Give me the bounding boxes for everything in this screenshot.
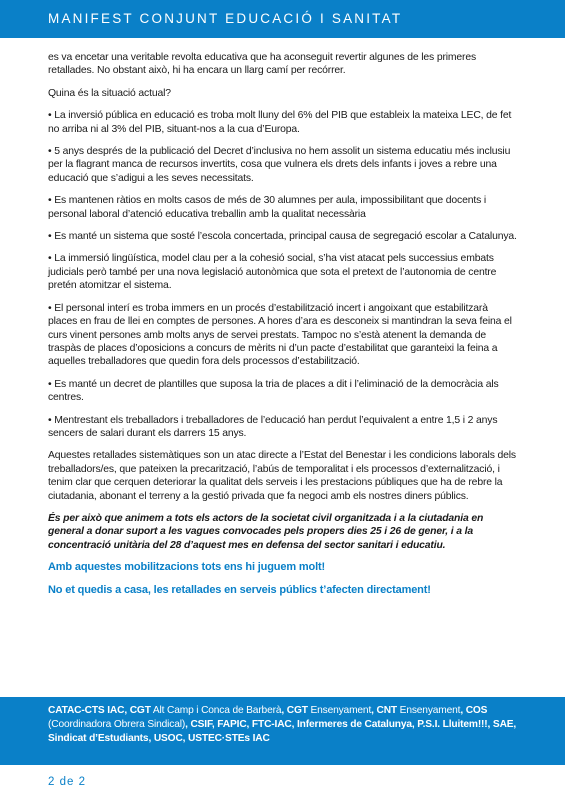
bullet-item: • El personal interí es troba immers en un procés d’estabilització incert i angoixant que estabilitzarà places en frau de llei en comptes de persones. A hores d’ara es desconeix si mantindran la seva feina el curs vinent persones amb molts anys de servei prestats. Tampoc no s’està atenent la demanda de traspàs de places d’oposicions a concurs de mèrits ni d’un pacte d’estabilitat que garanteixi la feina a aquelles treballadores que quedin fora dels processos d’estabilització. [48, 302, 512, 368]
signatories-band [0, 697, 565, 765]
closing-paragraph: Aquestes retallades sistemàtiques son un atac directe a l’Estat del Benestar i les condicions laborals dels treballadors/es, que pateixen la precarització, l’abús de temporalitat i els processos d’externalització, i tenim clar que cerquen deteriorar la qualitat dels serveis i les prestacions públiques que ha de rebre la ciutadania, abonant el terreny a la gestió privada que fa negoci amb els nostres diners públics. [48, 450, 516, 502]
signatory-name: USTEC·STEs IAC [188, 733, 270, 745]
signatory-name: FAPIC [217, 719, 247, 731]
bullet-item: • La inversió pública en educació es troba molt lluny del 6% del PIB que estableix la mateixa LEC, de fet no arriba ni al 3% del PIB, situant-nos a la cua d’Europa. [48, 110, 512, 135]
signatory-name: CNT [376, 705, 397, 716]
bullet-item: • Es manté un decret de plantilles que suposa la tria de places a dit i l’eliminació de la democràcia als centres. [48, 378, 499, 404]
header-title: MANIFEST CONJUNT EDUCACIÓ I SANITAT [48, 11, 403, 26]
slogan-two: No et quedis a casa, les retallades en serveis públics t’afecten directament! [48, 583, 431, 596]
bullet-item: • La immersió lingüística, model clau per a la cohesió social, s’ha vist atacat pels successius embats judicials però també per una nova legislació autonòmica que sota el pretext de l’autonomia de centre pretén atomitzar el sistema. [48, 253, 497, 292]
signatory-name: CSIF [190, 719, 212, 731]
signatory-name: COS [465, 705, 488, 716]
signatory-name: P.S.I. Lluitem!!! [417, 719, 488, 731]
page-number: 2 de 2 [48, 776, 86, 788]
bullet-item: • Es manté un sistema que sosté l’escola concertada, principal causa de segregació escolar a Catalunya. [48, 231, 517, 243]
signatories-list: CATAC-CTS IAC, CGT Alt Camp i Conca de Barberà, CGT Ensenyament, CNT Ensenyament, COS (Coordinadora Obrera Sindical), CSIF, FAPIC, FTC-IAC, Infermeres de Catalunya, P.S.I. Lluitem!!!, SAE, Sindicat d’Estudiants, USOC, USTEC·STEs IAC [48, 705, 517, 745]
bullet-item: • Mentrestant els treballadors i treballadores de l’educació han perdut l’equivalent a entre 1,5 i 2 anys sencers de salari durant els darrers 15 anys. [48, 414, 498, 439]
call-to-action: És per això que animem a tots els actors de la societat civil organitzada i a la ciutadania en general a donar suport a les vagues convocades pels propers dies 25 i 26 de gener, i a la concentració unitària del 28 d’aquest mes en defensa del sector sanitari i educatiu. [48, 512, 484, 551]
signatory-detail: Ensenyament [307, 705, 372, 716]
header-bar [0, 0, 565, 38]
signatory-name: Infermeres de Catalunya [297, 719, 412, 731]
signatory-name: CGT [129, 705, 151, 716]
signatory-name: USOC [153, 733, 183, 745]
bullet-item: • 5 anys després de la publicació del Decret d’inclusiva no hem assolit un sistema educatiu més inclusiu per la flagrant manca de recursos invertits, cosa que vulnera els drets dels infants i joves a rebre una educació que s’adigui a les seves necessitats. [48, 146, 511, 184]
question-heading: Quina és la situació actual? [48, 87, 171, 99]
signatory-detail: Alt Camp i Conca de Barberà [150, 705, 282, 716]
intro-paragraph: es va encetar una veritable revolta educativa que ha aconseguit revertir algunes de les primeres retallades. No obstant això, hi ha encara un llarg camí per recórrer. [48, 52, 477, 77]
document-body [48, 51, 518, 606]
signatory-name: SAE [492, 719, 514, 731]
signatory-name: CATAC-CTS IAC [48, 705, 125, 716]
bullet-item: • Es mantenen ràtios en molts casos de més de 30 alumnes per aula, impossibilitant que docents i personal laboral d’atenció educativa treballin amb la qualitat necessària [48, 195, 487, 220]
signatory-name: CGT [286, 705, 308, 716]
signatory-detail: Ensenyament [397, 705, 461, 716]
signatory-name: FTC-IAC [251, 719, 292, 731]
signatory-detail: (Coordinadora Obrera Sindical) [48, 719, 186, 731]
signatory-name: Sindicat d’Estudiants [48, 733, 149, 745]
slogan-one: Amb aquestes mobilitzacions tots ens hi juguem molt! [48, 561, 326, 574]
